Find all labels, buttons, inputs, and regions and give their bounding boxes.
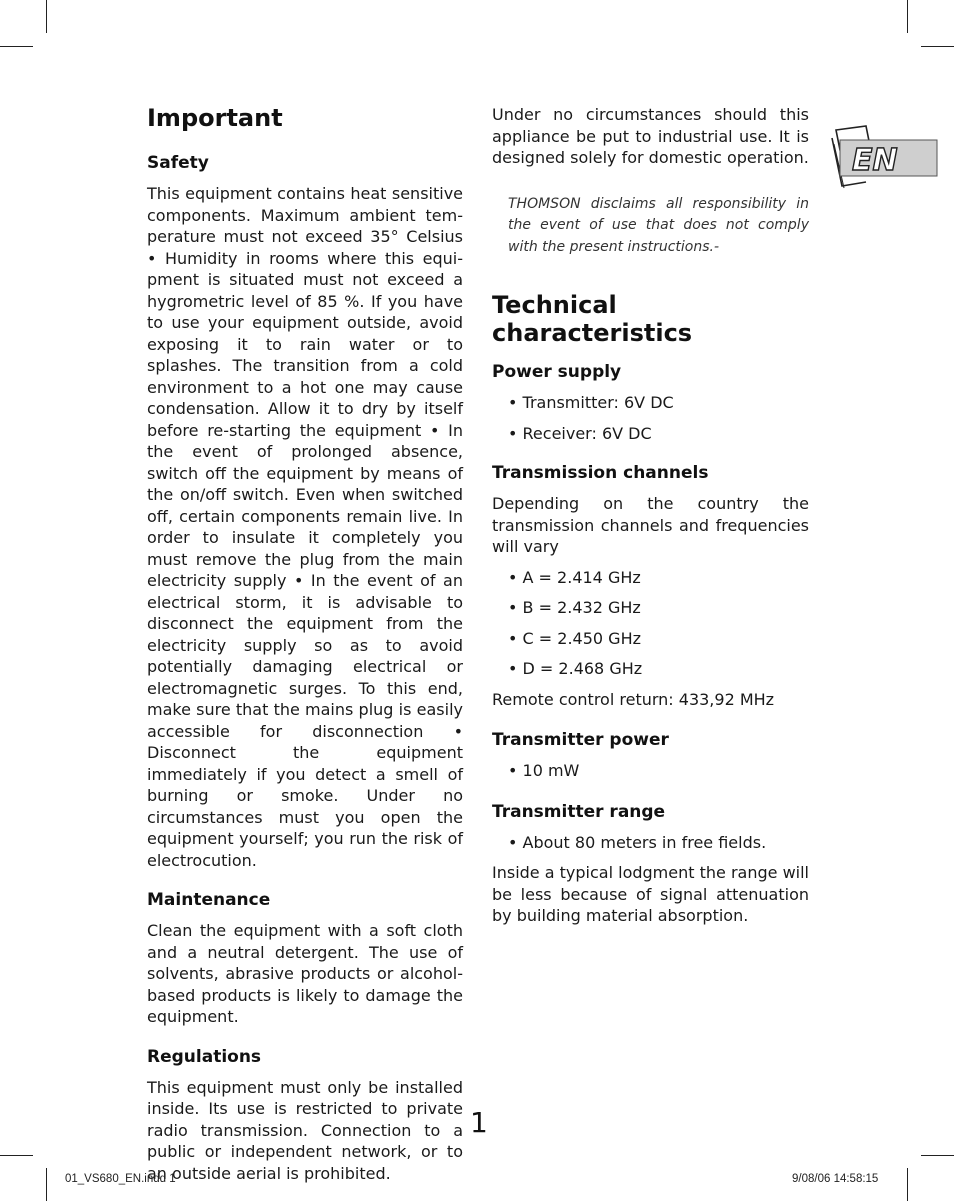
language-badge-icon bbox=[826, 124, 940, 192]
important-title: Important bbox=[147, 104, 283, 132]
left-column bbox=[147, 104, 463, 1184]
list-item: • B = 2.432 GHz bbox=[508, 598, 641, 617]
language-badge-label: EN bbox=[852, 143, 898, 178]
range-text: Inside a typical lodgment the range will be less because of signal attenuation by building material absorption. bbox=[492, 863, 809, 925]
right-column bbox=[492, 104, 809, 927]
list-item: • A = 2.414 GHz bbox=[508, 567, 641, 587]
transmitter-range-heading: Transmitter range bbox=[492, 801, 666, 822]
transmitter-power-heading: Transmitter power bbox=[492, 730, 669, 750]
crop-mark bbox=[907, 0, 908, 33]
list-item: • About 80 meters in free fields. bbox=[508, 832, 767, 852]
regulations-heading: Regulations bbox=[147, 1046, 262, 1067]
list-item: • D = 2.468 GHz bbox=[508, 659, 643, 678]
crop-mark bbox=[0, 46, 33, 47]
crop-mark bbox=[921, 46, 954, 47]
list-item: • Transmitter: 6V DC bbox=[508, 393, 674, 412]
maintenance-heading: Maintenance bbox=[147, 890, 271, 910]
power-supply-heading: Power supply bbox=[492, 362, 622, 382]
maintenance-text: Clean the equipment with a soft cloth and a neutral detergent. The use of solvents, abrasive products or alcohol-based products is likely to damage the equipment. bbox=[147, 921, 463, 1026]
disclaimer-note: THOMSON disclaims all responsibility in the event of use that does not comply with the present instructions.- bbox=[508, 195, 809, 255]
page-number: 1 bbox=[470, 1106, 488, 1139]
transmission-channels-heading: Transmission channels bbox=[492, 463, 709, 483]
domestic-use-text: Under no circumstances should this appliance be put to industrial use. It is designed solely for domestic operation. bbox=[492, 105, 809, 167]
list-item: • 10 mW bbox=[508, 761, 580, 780]
technical-title: Technical characteristics bbox=[492, 291, 693, 347]
crop-mark bbox=[46, 0, 47, 33]
crop-mark bbox=[0, 1155, 33, 1156]
crop-mark bbox=[46, 1168, 47, 1201]
footer-filename: 01_VS680_EN.indd 1 bbox=[65, 1173, 176, 1185]
regulations-text: This equipment must only be installed inside. Its use is restricted to private radio transmission. Connection to a public or independent network, or to an outside aerial is prohibited. bbox=[147, 1077, 463, 1183]
list-item: • Receiver: 6V DC bbox=[508, 423, 652, 443]
remote-control-text: Remote control return: 433,92 MHz bbox=[492, 689, 775, 709]
footer-timestamp: 9/08/06 14:58:15 bbox=[792, 1173, 879, 1185]
channels-text: Depending on the country the transmission channels and frequencies will vary bbox=[492, 494, 809, 556]
list-item: • C = 2.450 GHz bbox=[508, 628, 641, 648]
crop-mark bbox=[907, 1168, 908, 1201]
crop-mark bbox=[921, 1155, 954, 1156]
safety-text: This equipment contains heat sensitive components. Maximum ambient temperature must not exceed 35° Celsius • Humidity in rooms where this equipment is situated must not exceed a hygrometric level of 85 %. If you have to use your equipment outside, avoid exposing it to rain water or to splashes. The transition from a cold environment to a hot one may cause condensation. Allow it to dry by itself before re-starting the equipment • In the event of prolonged absence, switch off the equipment by means of the on/off switch. Even when switched off, certain components remain live. In order to insulate it completely you must remove the plug from the main electricity supply • In the event of an electrical storm, it is advisable to disconnect the equipment from the electricity supply so as to avoid potentially damaging electrical or electromagnetic surges. To this end, make sure that the mains plug is easily accessible for disconnection • Disconnect the equipment immediately if you detect a smell of burning or smoke. Under no circumstances must you open the equipment yourself; you run the risk of electrocution. bbox=[147, 184, 463, 870]
safety-heading: Safety bbox=[147, 153, 209, 173]
